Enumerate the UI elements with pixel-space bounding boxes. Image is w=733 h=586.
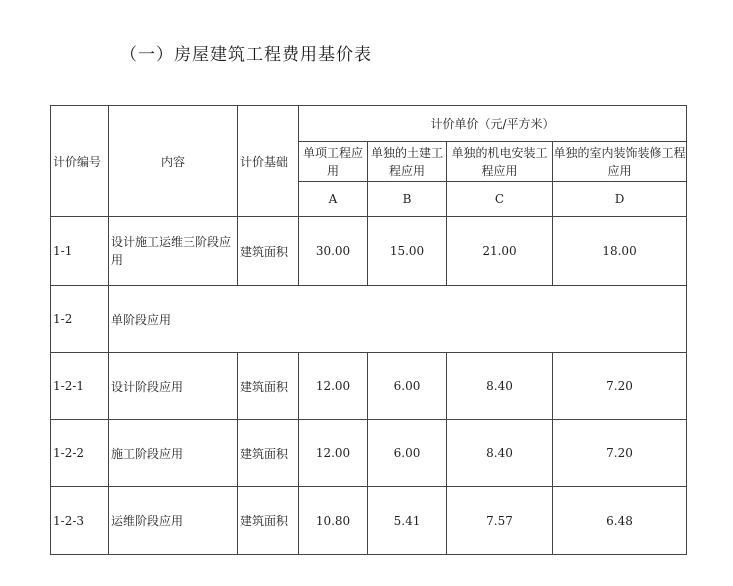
- row-value-a: 10.80: [299, 487, 368, 555]
- row-basis: 建筑面积: [238, 353, 299, 420]
- row-value-b: 6.00: [368, 420, 447, 487]
- row-code: 1-1: [51, 217, 109, 286]
- row-code: 1-2-3: [51, 487, 109, 555]
- row-content: 设计施工运维三阶段应用: [109, 217, 238, 286]
- row-value-c: 8.40: [447, 353, 553, 420]
- row-value-a: 12.00: [299, 420, 368, 487]
- row-value-a: 12.00: [299, 353, 368, 420]
- row-value-b: 15.00: [368, 217, 447, 286]
- row-value-d: 6.48: [553, 487, 687, 555]
- row-value-b: 5.41: [368, 487, 447, 555]
- header-letter-a: A: [299, 182, 368, 217]
- row-content: 施工阶段应用: [109, 420, 238, 487]
- row-code: 1-2-1: [51, 353, 109, 420]
- header-sub-d: 单独的室内装饰装修工程应用: [553, 142, 687, 182]
- row-value-a: 30.00: [299, 217, 368, 286]
- header-unit-price: 计价单价（元/平方米）: [299, 106, 687, 142]
- row-code: 1-2: [51, 286, 109, 353]
- table-row: [51, 487, 687, 555]
- header-basis: 计价基础: [238, 106, 299, 217]
- table-row: [51, 217, 687, 286]
- header-content: 内容: [109, 106, 238, 217]
- header-letter-b: B: [368, 182, 447, 217]
- header-row-top: [51, 106, 687, 142]
- row-code: 1-2-2: [51, 420, 109, 487]
- row-basis: 建筑面积: [238, 420, 299, 487]
- page-title: （一）房屋建筑工程费用基价表: [120, 45, 372, 65]
- row-value-d: 18.00: [553, 217, 687, 286]
- row-content: 运维阶段应用: [109, 487, 238, 555]
- table-row: [51, 286, 687, 353]
- row-value-c: 8.40: [447, 420, 553, 487]
- row-value-c: 7.57: [447, 487, 553, 555]
- header-sub-b: 单独的土建工程应用: [368, 142, 447, 182]
- header-sub-c: 单独的机电安装工程应用: [447, 142, 553, 182]
- header-code: 计价编号: [51, 106, 109, 217]
- row-value-d: 7.20: [553, 353, 687, 420]
- row-value-c: 21.00: [447, 217, 553, 286]
- header-letter-d: D: [553, 182, 687, 217]
- row-content: 单阶段应用: [109, 286, 687, 353]
- row-basis: 建筑面积: [238, 217, 299, 286]
- header-letter-c: C: [447, 182, 553, 217]
- row-basis: 建筑面积: [238, 487, 299, 555]
- header-sub-a: 单项工程应用: [299, 142, 368, 182]
- row-value-b: 6.00: [368, 353, 447, 420]
- table-row: [51, 353, 687, 420]
- fee-table: [50, 105, 687, 555]
- row-content: 设计阶段应用: [109, 353, 238, 420]
- table-row: [51, 420, 687, 487]
- row-value-d: 7.20: [553, 420, 687, 487]
